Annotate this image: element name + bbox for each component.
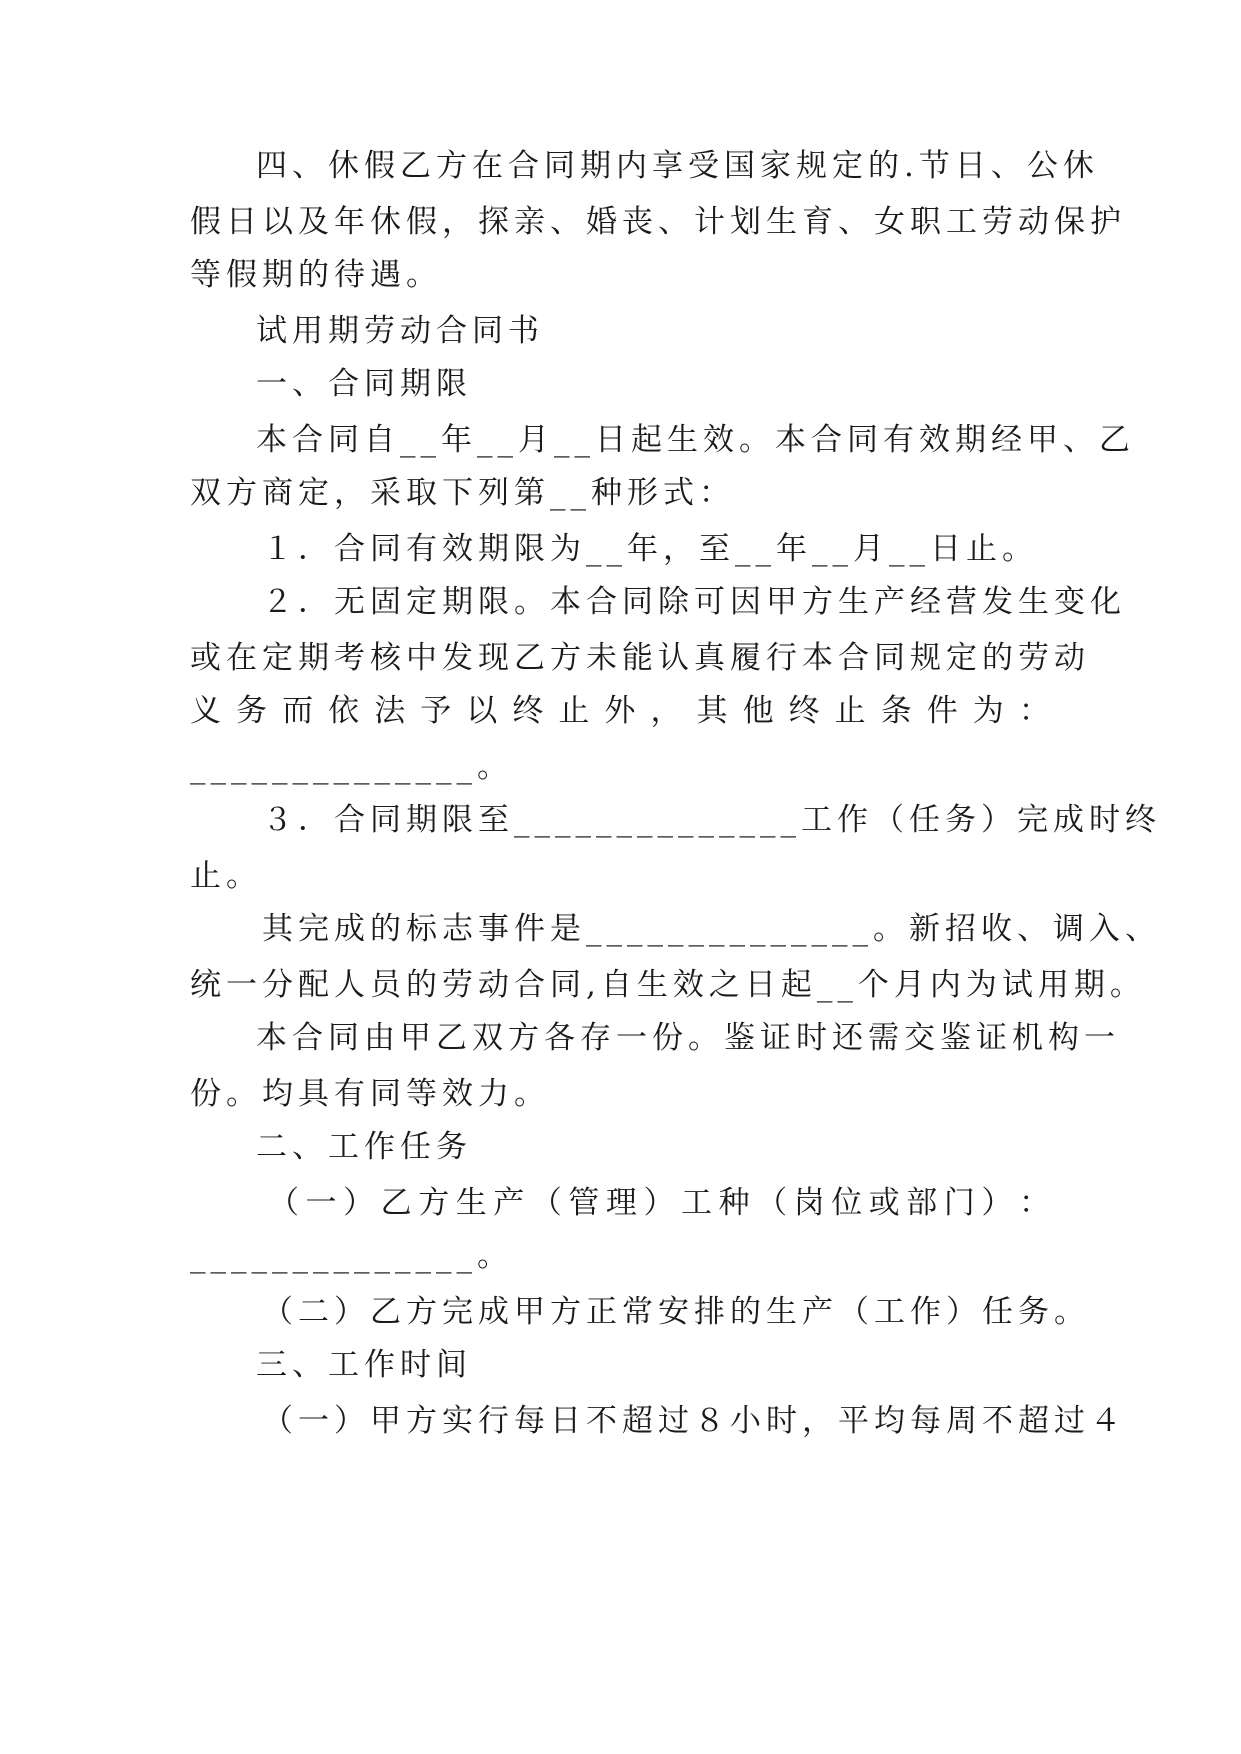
text-line: 统一分配人员的劳动合同,自生效之日起__个月内为试用期。 [190, 967, 1146, 1003]
text-line: 等假期的待遇。 [190, 257, 442, 293]
text-char: ） [643, 1185, 675, 1221]
text-char: 终 [512, 693, 544, 729]
text-char: ： [1018, 1185, 1050, 1221]
text-char: 条 [880, 693, 912, 729]
text-char: 岗 [793, 1185, 825, 1221]
text-char: 法 [374, 693, 406, 729]
text-line: 假日以及年休假，探亲、婚丧、计划生育、女职工劳动保护 [190, 204, 1126, 240]
text-char: 终 [788, 693, 820, 729]
text-char: 他 [742, 693, 774, 729]
text-line: 双方商定，采取下列第__种形式： [190, 475, 735, 511]
text-char: 为 [972, 693, 1004, 729]
text-char: 工 [681, 1185, 713, 1221]
text-char: 位 [831, 1185, 863, 1221]
text-line: 止。 [190, 858, 262, 894]
text-char: （ [756, 1185, 788, 1221]
text-char: ） [343, 1185, 375, 1221]
text-char: 管 [568, 1185, 600, 1221]
text-line-justified [190, 691, 1050, 731]
text-line: ３．合同期限至______________工作（任务）完成时终 [262, 802, 1161, 838]
text-char: 种 [718, 1185, 750, 1221]
text-line: 或在定期考核中发现乙方未能认真履行本合同规定的劳动 [190, 640, 1090, 676]
text-char: ： [1018, 693, 1050, 729]
text-char: ， [650, 693, 682, 729]
text-char: 予 [420, 693, 452, 729]
text-line: 其完成的标志事件是______________。新招收、调入、 [262, 911, 1161, 947]
text-char: （ [530, 1185, 562, 1221]
text-line-justified [268, 1183, 1050, 1223]
text-char: 外 [604, 693, 636, 729]
text-line: １．合同有效期限为__年，至__年__月__日止。 [262, 531, 1038, 567]
text-char: 一 [305, 1185, 337, 1221]
text-char: 止 [558, 693, 590, 729]
text-line: 四、休假乙方在合同期内享受国家规定的.节日、公休 [256, 148, 1099, 184]
text-char: 门 [943, 1185, 975, 1221]
text-char: 务 [236, 693, 268, 729]
text-char: 方 [418, 1185, 450, 1221]
text-char: 义 [190, 693, 221, 729]
text-line: 份。均具有同等效力。 [190, 1076, 550, 1112]
text-line: ______________。 [190, 749, 513, 785]
section-title: 试用期劳动合同书 [256, 313, 544, 349]
text-char: 生 [455, 1185, 487, 1221]
text-char: 或 [868, 1185, 900, 1221]
text-line: 本合同由甲乙双方各存一份。鉴证时还需交鉴证机构一 [256, 1020, 1120, 1056]
text-line: ２．无固定期限。本合同除可因甲方生产经营发生变化 [262, 584, 1126, 620]
section-heading: 二、工作任务 [256, 1129, 472, 1165]
text-char: 件 [926, 693, 958, 729]
text-char: ） [981, 1185, 1013, 1221]
text-char: 理 [605, 1185, 637, 1221]
text-char: 而 [282, 693, 314, 729]
text-line: ______________。 [190, 1238, 513, 1274]
text-char: 依 [328, 693, 360, 729]
section-heading: 三、工作时间 [256, 1347, 472, 1383]
section-heading: 一、合同期限 [256, 366, 472, 402]
text-char: （ [268, 1185, 299, 1221]
text-char: 止 [834, 693, 866, 729]
text-line: 本合同自__年__月__日起生效。本合同有效期经甲、乙 [256, 422, 1135, 458]
text-line: （一）甲方实行每日不超过８小时，平均每周不超过４ [262, 1403, 1126, 1439]
text-char: 乙 [380, 1185, 412, 1221]
text-char: 其 [696, 693, 728, 729]
text-char: 产 [493, 1185, 525, 1221]
text-char: 部 [906, 1185, 938, 1221]
text-char: 以 [466, 693, 498, 729]
text-line: （二）乙方完成甲方正常安排的生产（工作）任务。 [262, 1294, 1090, 1330]
